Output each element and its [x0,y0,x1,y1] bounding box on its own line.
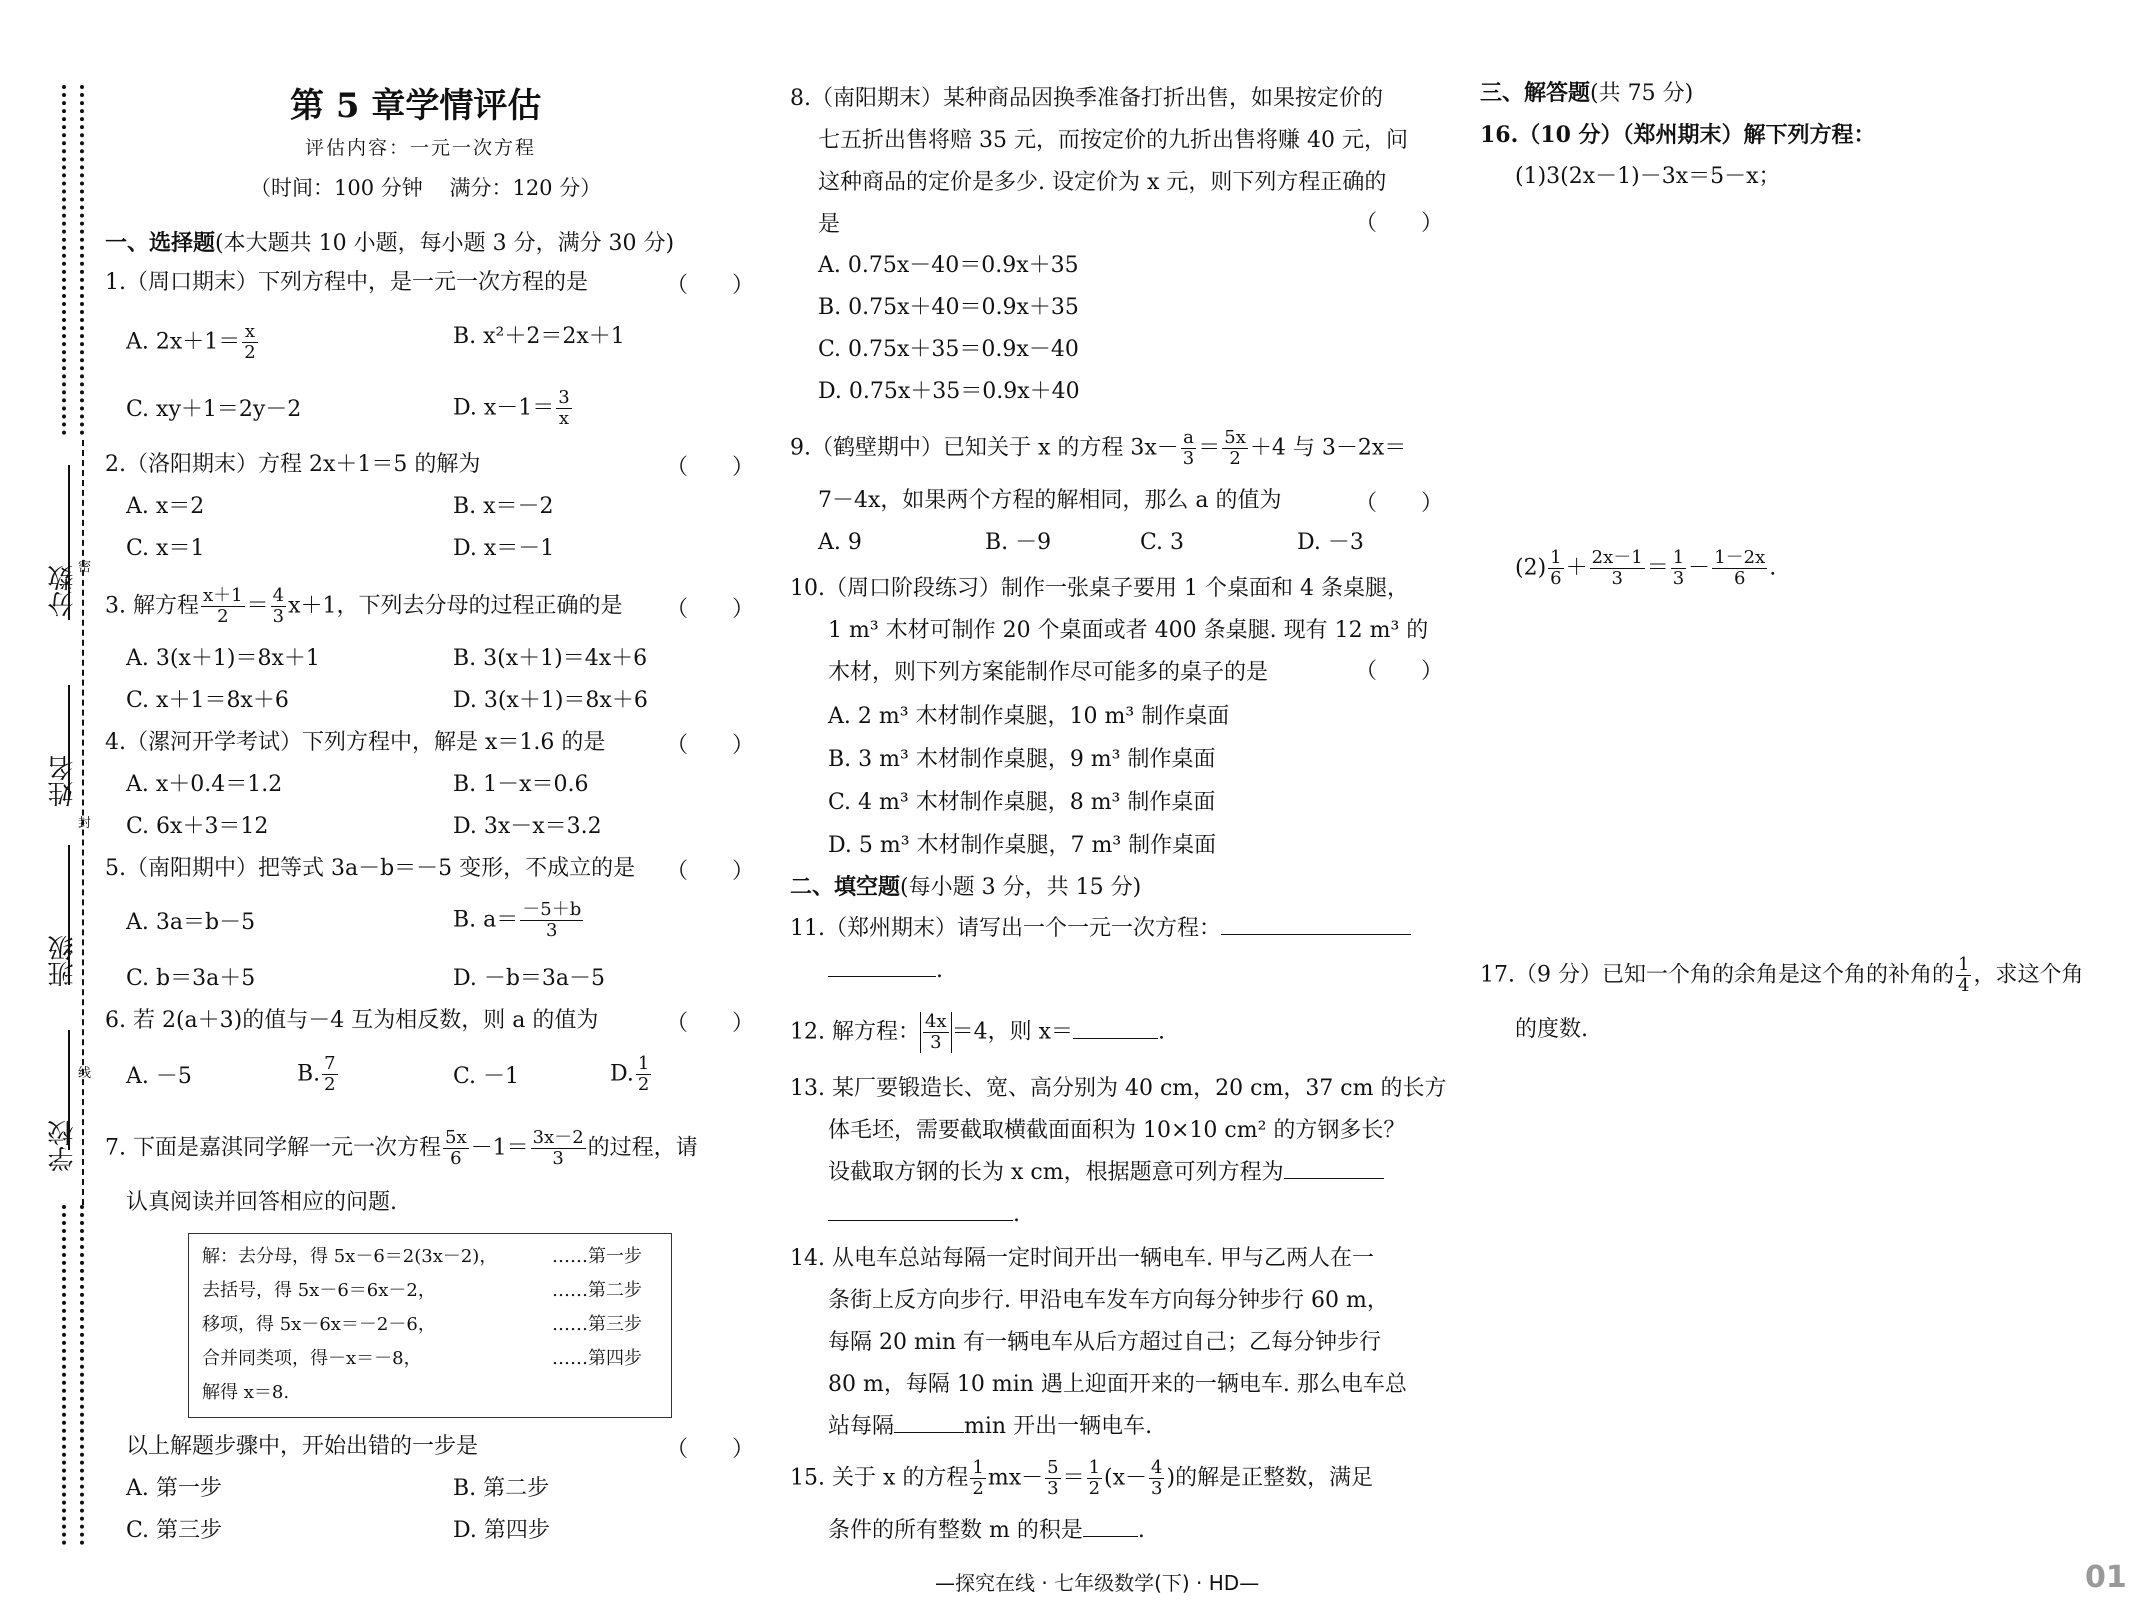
q10-option-b: B. 3 m³ 木材制作桌腿，9 m³ 制作桌面 [828,747,1216,772]
q3-option-a: A. 3(x＋1)＝8x＋1 [126,646,320,671]
section3-heading: 三、解答题(共 75 分) [1480,80,1694,106]
footer-text: —探究在线 · 七年级数学(下) · HD— [935,1571,1260,1595]
q13-answer-blank-cont[interactable] [828,1220,1013,1221]
q4-stem: 4.（漯河开学考试）下列方程中，解是 x＝1.6 的是 [105,730,606,755]
q2-option-d: D. x＝－1 [453,536,555,561]
q17-line2: 的度数. [1515,1017,1588,1042]
q9-stem: 9.（鹤壁期中）已知关于 x 的方程 3x－ $\frac{a}{3}$ ＝ $\frac{5x}{2}$ ＋4 与 3－2x＝ [790,427,1407,469]
q1-option-d: D. x－1＝ $\frac{3}{x}$ [453,387,570,429]
q7-step-label: ……第二步 [552,1280,642,1301]
q4-option-a: A. x＋0.4＝1.2 [126,772,283,797]
dashed-strip-bottom [62,1205,84,1545]
q9-option-d: D. －3 [1297,530,1364,555]
q10-answer-paren[interactable]: （ ） [1355,659,1444,684]
q5-option-c: C. b＝3a＋5 [126,966,256,991]
q13-stem: 13. 某厂要锻造长、宽、高分别为 40 cm，20 cm，37 cm 的长方 体毛坯，需要截取横截面面积为 10×10 cm² 的方钢多长？ 设截取方钢的长为 x cm，根据题意可列方程为 . [790,1076,1447,1227]
q11-line2: . [828,956,943,986]
q10-options [828,695,1229,867]
q10-option-c: C. 4 m³ 木材制作桌腿，8 m³ 制作桌面 [828,790,1216,815]
q2-option-c: C. x＝1 [126,536,205,561]
q10-stem: 10.（周口阶段练习）制作一张桌子要用 1 个桌面和 4 条桌腿， 1 m³ 木材可制作 20 个桌面或者 400 条桌腿. 现有 12 m³ 的 木材，则下列方案能制作尽可能多的桌子的是 [790,576,1429,685]
q9-option-c: C. 3 [1140,530,1185,555]
q16-stem: 16.（10 分）（郑州期末）解下列方程： [1480,122,1876,148]
q8-option-b: B. 0.75x＋40＝0.9x＋35 [818,295,1079,320]
q7-box-text: 移项，得 5x－6x＝－2－6， [202,1314,436,1335]
fraction: $\frac{a}{3}$ [1182,427,1195,469]
q2-option-b: B. x＝－2 [453,494,554,519]
q3-option-d: D. 3(x＋1)＝8x＋6 [453,688,648,713]
q3-option-b: B. 3(x＋1)＝4x＋6 [453,646,648,671]
q12-answer-blank[interactable] [1073,1038,1158,1039]
q9-option-b: B. －9 [985,530,1052,555]
q7-box-text: 解得 x＝8. [202,1382,290,1403]
q4-answer-paren[interactable]: （ ） [666,733,755,758]
q6-option-a: A. －5 [126,1064,192,1089]
q7-step-label: ……第三步 [552,1314,642,1335]
section1-heading: 一、选择题(本大题共 10 小题，每小题 3 分，满分 30 分) [105,230,675,256]
q2-option-a: A. x＝2 [126,494,205,519]
q8-option-c: C. 0.75x＋35＝0.9x－40 [818,337,1079,362]
fraction: $\frac{x}{2}$ [244,321,256,363]
label-school: 学校 [48,1120,78,1172]
q2-answer-paren[interactable]: （ ） [666,455,755,480]
q11-answer-blank[interactable] [1221,934,1411,935]
q8-options [818,245,1080,413]
q7-box-row [202,1240,497,1410]
q3-stem: 3. 解方程 $\frac{x+1}{2}$ ＝ $\frac{4}{3}$ x＋1，下列去分母的过程正确的是 [105,585,623,627]
fraction: $\frac{4}{3}$ [272,585,285,627]
q5-answer-paren[interactable]: （ ） [666,859,755,884]
q6-option-b: B. $\frac{7}{2}$ [297,1053,336,1095]
fraction: $\frac{1}{2}$ [637,1053,650,1095]
q10-option-a: A. 2 m³ 木材制作桌腿，10 m³ 制作桌面 [828,704,1230,729]
q11-stem: 11.（郑州期末）请写出一个一元一次方程： [790,914,1411,944]
q4-option-c: C. 6x＋3＝12 [126,814,269,839]
q7-box-text: 解：去分母，得 5x－6＝2(3x－2)， [202,1246,498,1267]
mark-mi: 密 [78,560,92,575]
fraction: $\frac{1}{3}$ [1672,547,1685,589]
q17-stem: 17.（9 分）已知一个角的余角是这个角的补角的 $\frac{1}{4}$ ，求这个角 [1480,954,2084,996]
q12-stem: 12. 解方程： $\frac{4x}{3}$ ＝4，则 x＝ . [790,1011,1165,1053]
q11-answer-blank-cont[interactable] [828,976,936,977]
q15-line2: 条件的所有整数 m 的积是 . [828,1518,1145,1543]
fraction: $\frac{7}{2}$ [324,1053,336,1095]
fraction: $\frac{1}{6}$ [1550,547,1562,589]
q1-stem: 1.（周口期末）下列方程中，是一元一次方程的是 [105,270,588,295]
q14-answer-blank[interactable] [894,1432,964,1433]
q6-answer-paren[interactable]: （ ） [666,1011,755,1036]
q8-line: 8.（南阳期末）某种商品因换季准备打折出售，如果按定价的 七五折出售将赔 35 元，而按定价的九折出售将赚 40 元，问 这种商品的定价是多少. 设定价为 x 元，则下列方程正确的 是 [790,86,1408,237]
q9-answer-paren[interactable]: （ ） [1355,491,1444,516]
q7-option-c: C. 第三步 [126,1518,223,1543]
mark-feng: 封 [78,816,92,831]
q16-part2: (2) $\frac{1}{6}$ ＋ $\frac{2x-1}{3}$ ＝ $\frac{1}{3}$ － $\frac{1-2x}{6}$ . [1515,547,1777,589]
q2-stem: 2.（洛阳期末）方程 2x＋1＝5 的解为 [105,452,481,477]
q9-option-a: A. 9 [818,530,862,555]
q7-question: 以上解题步骤中，开始出错的一步是 [126,1434,479,1459]
mark-xian: 线 [78,1066,92,1081]
label-name: 姓名 [48,755,78,807]
page-number: 01 [2085,1560,2127,1595]
page-title: 第 5 章学情评估 [290,86,542,126]
q14-stem: 14. 从电车总站每隔一定时间开出一辆电车. 甲与乙两人在一 条街上反方向步行. 甲沿电车发车方向每分钟步行 60 m， 每隔 20 min 有一辆电车从后方超过自己；乙每分钟步行 80 m，每隔 10 min 遇上迎面开来的一辆电车. 那么电车总 站每隔 min 开出一辆电车. [790,1246,1407,1439]
fraction: $\frac{2x-1}{3}$ [1591,547,1643,589]
q5-stem: 5.（南阳期中）把等式 3a－b＝－5 变形，不成立的是 [105,856,636,881]
q15-stem: 15. 关于 x 的方程 $\frac{1}{2}$ mx－ $\frac{5}{3}$ ＝ $\frac{1}{2}$ (x－ $\frac{4}{3}$ )的解是正整数，满足 [790,1457,1374,1499]
q16-part1: (1)3(2x－1)－3x＝5－x； [1515,164,1781,189]
q1-option-c: C. xy＋1＝2y－2 [126,397,302,422]
q1-option-b: B. x²＋2＝2x＋1 [453,324,625,349]
q7-stem: 7. 下面是嘉淇同学解一元一次方程 $\frac{5x}{6}$ －1＝ $\frac{3x-2}{3}$ 的过程，请 [105,1127,698,1169]
q4-option-d: D. 3x－x＝3.2 [453,814,602,839]
q10-option-d: D. 5 m³ 木材制作桌腿，7 m³ 制作桌面 [828,833,1217,858]
q7-answer-paren[interactable]: （ ） [666,1437,755,1462]
fraction: $\frac{3}{x}$ [558,387,570,429]
q7-box-steps [552,1240,642,1376]
fraction: $\frac{4x}{3}$ [924,1011,947,1053]
fraction: $\frac{5}{3}$ [1047,1457,1059,1499]
fraction: $\frac{x+1}{2}$ [202,585,243,627]
dashed-strip-top [62,85,84,435]
fraction: $\frac{4}{3}$ [1151,1457,1163,1499]
fraction: $\frac{1}{2}$ [1088,1457,1101,1499]
fraction: $\frac{5x}{6}$ [445,1127,467,1169]
q7-box-text: 去括号，得 5x－6＝6x－2， [202,1280,436,1301]
q8-option-d: D. 0.75x＋35＝0.9x＋40 [818,379,1080,404]
label-score: 分数 [48,565,78,617]
q1-answer-paren[interactable]: （ ） [666,273,755,298]
page-subtitle: 评估内容：一元一次方程 [305,137,537,159]
q6-option-c: C. －1 [453,1064,520,1089]
q7-step-label: ……第四步 [552,1348,642,1369]
section2-heading: 二、填空题(每小题 3 分，共 15 分) [790,874,1142,900]
fraction: $\frac{1}{2}$ [972,1457,984,1499]
fraction: $\frac{-5+b}{3}$ [522,899,582,941]
q3-option-c: C. x＋1＝8x＋6 [126,688,289,713]
q1-option-a: A. 2x＋1＝ $\frac{x}{2}$ [126,321,256,363]
exam-time: （时间：100 分钟 满分：120 分） [250,176,602,200]
q9-stem-line2: 7－4x，如果两个方程的解相同，那么 a 的值为 [818,488,1282,513]
fraction: $\frac{1}{4}$ [1957,954,1970,996]
q6-option-d: D. $\frac{1}{2}$ [610,1053,650,1095]
q8-answer-paren[interactable]: （ ） [1355,211,1444,236]
q5-option-a: A. 3a＝b－5 [126,910,256,935]
fraction: $\frac{1-2x}{6}$ [1714,547,1766,589]
q3-answer-paren[interactable]: （ ） [666,597,755,622]
q15-answer-blank[interactable] [1083,1536,1138,1537]
q5-option-b: B. a＝ $\frac{-5+b}{3}$ [453,899,582,941]
label-class: 班级 [48,935,78,987]
q7-box-text: 合并同类项，得－x＝－8， [202,1348,422,1369]
q8-option-a: A. 0.75x－40＝0.9x＋35 [818,253,1079,278]
q7-option-a: A. 第一步 [126,1476,222,1501]
fraction: $\frac{5x}{2}$ [1224,427,1246,469]
q7-stem-line2: 认真阅读并回答相应的问题. [126,1190,397,1215]
q7-option-d: D. 第四步 [453,1518,550,1543]
q13-answer-blank[interactable] [1284,1178,1384,1179]
q4-option-b: B. 1－x＝0.6 [453,772,589,797]
q5-option-d: D. －b＝3a－5 [453,966,606,991]
q7-step-label: ……第一步 [552,1246,642,1267]
fraction: $\frac{3x-2}{3}$ [532,1127,584,1169]
q7-option-b: B. 第二步 [453,1476,550,1501]
q6-stem: 6. 若 2(a＋3)的值与－4 互为相反数，则 a 的值为 [105,1008,599,1033]
